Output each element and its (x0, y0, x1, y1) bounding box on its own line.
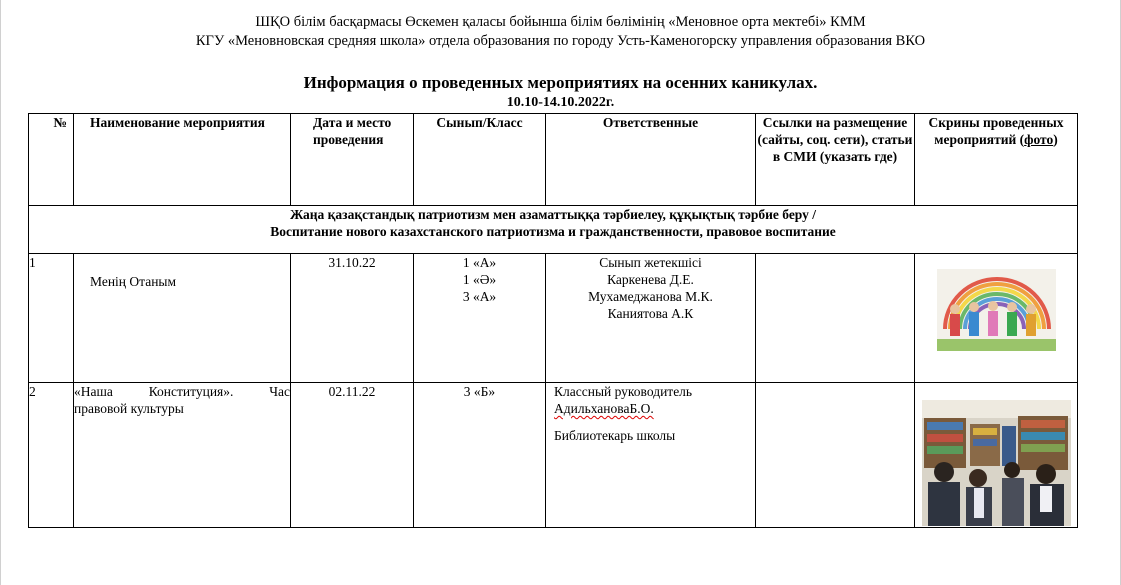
event-responsible (546, 383, 756, 528)
table-row (29, 383, 1078, 528)
event-name: Менің Отаным (74, 254, 291, 383)
col-header-screens-close: ) (1053, 132, 1058, 147)
section-title-russian: Воспитание нового казахстанского патриотизма и гражданственности, правовое воспитание (270, 224, 836, 239)
event-classes (414, 254, 546, 383)
document-title: Информация о проведенных мероприятиях на осенних каникулах. (303, 73, 818, 92)
col-header-screens-photo: фото (1024, 132, 1054, 147)
col-header-class: Сынып/Класс (414, 114, 546, 206)
col-header-links: Ссылки на размещение (сайты, соц. сети), статьи в СМИ (указать где) (756, 114, 915, 206)
responsible-item: Каниятова А.К (607, 306, 694, 321)
section-title (29, 206, 1078, 254)
event-responsible (546, 254, 756, 383)
row-number: 1 (29, 254, 74, 383)
header-line-russian: КГУ «Меновновская средняя школа» отдела образования по городу Усть-Каменогорску управления образования ВКО (195, 33, 926, 49)
col-header-screens (915, 114, 1078, 206)
children-drawing-photo (937, 269, 1056, 351)
table-header-row (29, 114, 1078, 206)
event-date: 31.10.22 (291, 254, 414, 383)
event-name-line: «Наша Конституция». Час (74, 384, 290, 399)
event-links (756, 254, 915, 383)
responsible-item: Библиотекарь школы (554, 428, 676, 443)
library-students-photo (922, 400, 1071, 526)
col-header-name: Наименование мероприятия (74, 114, 291, 206)
col-header-date: Дата и место проведения (291, 114, 414, 206)
col-header-responsible: Ответственные (546, 114, 756, 206)
event-name (74, 383, 291, 528)
event-date: 02.11.22 (291, 383, 414, 528)
class-item: 1 «Ә» (462, 272, 497, 287)
section-title-kazakh: Жаңа қазақстандық патриотизм мен азаматтыққа тәрбиелеу, құқықтық тәрбие беру / (289, 207, 817, 222)
row-number: 2 (29, 383, 74, 528)
col-header-number: № (29, 114, 74, 206)
table-row (29, 254, 1078, 383)
responsible-item: АдильхановаБ.О. (554, 401, 654, 416)
event-name-line: правовой культуры (74, 401, 184, 416)
document-dates: 10.10-14.10.2022г. (506, 95, 615, 110)
events-table (28, 113, 1078, 528)
responsible-item: Мухамеджанова М.К. (588, 289, 713, 304)
class-item: 1 «А» (462, 255, 497, 270)
event-photo-cell (915, 254, 1078, 383)
responsible-item: Сынып жетекшісі (599, 255, 702, 270)
section-row (29, 206, 1078, 254)
event-links (756, 383, 915, 528)
header-line-kazakh: ШҚО білім басқармасы Өскемен қаласы бойынша білім бөлімінің «Меновное орта мектебі» КММ (255, 14, 866, 30)
responsible-item: Каркенева Д.Е. (607, 272, 694, 287)
col-header-screens-text: Скрины проведенных мероприятий ( (928, 115, 1064, 147)
responsible-item: Классный руководитель (554, 384, 693, 399)
event-classes (414, 383, 546, 528)
class-item: 3 «Б» (463, 384, 496, 399)
event-photo-cell (915, 383, 1078, 528)
class-item: 3 «А» (462, 289, 497, 304)
